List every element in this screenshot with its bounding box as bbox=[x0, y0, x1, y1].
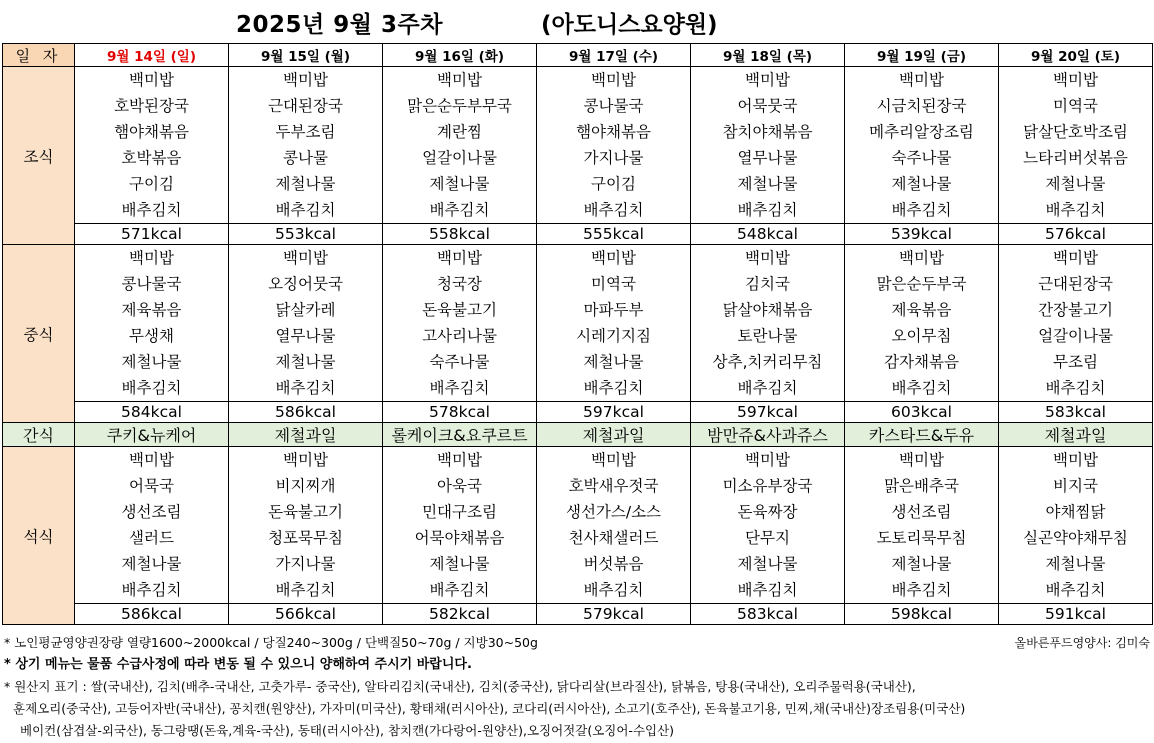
dish-item: 비지찌개 bbox=[275, 477, 336, 495]
dish-item: 김치국 bbox=[745, 275, 790, 293]
dish-item: 생선가스/소스 bbox=[565, 503, 662, 521]
dish-item: 닭살단호박조림 bbox=[1023, 123, 1128, 141]
dish-item: 백미밥 bbox=[437, 71, 482, 89]
dinner-day-2-cell bbox=[229, 447, 383, 604]
breakfast-day-4-cell bbox=[537, 67, 691, 224]
dish-item: 열무나물 bbox=[275, 327, 336, 345]
dish-item: 실곤약야채무침 bbox=[1023, 529, 1128, 547]
dish-item: 백미밥 bbox=[283, 249, 328, 267]
dish-item: 제철나물 bbox=[121, 555, 182, 573]
dish-item: 호박볶음 bbox=[121, 149, 182, 167]
dish-item: 백미밥 bbox=[745, 71, 790, 89]
dish-item: 호박새우젓국 bbox=[568, 477, 659, 495]
dish-item: 토란나물 bbox=[737, 327, 798, 345]
dish-item: 오이무침 bbox=[891, 327, 952, 345]
notes-section bbox=[4, 632, 1154, 742]
dish-item: 백미밥 bbox=[591, 249, 636, 267]
dish-item: 제철나물 bbox=[429, 555, 490, 573]
dish-item: 비지국 bbox=[1053, 477, 1098, 495]
dish-item: 도토리묵무침 bbox=[876, 529, 967, 547]
dish-item: 제철나물 bbox=[583, 353, 644, 371]
dish-item: 배추김치 bbox=[1045, 379, 1106, 397]
snack-label: 간식 bbox=[3, 423, 75, 447]
lunch-kcal-day-3: 578kcal bbox=[383, 402, 537, 423]
dish-item: 백미밥 bbox=[437, 249, 482, 267]
dish-item: 배추김치 bbox=[121, 581, 182, 599]
lunch-label: 중식 bbox=[3, 245, 75, 423]
lunch-day-5-cell bbox=[691, 245, 845, 402]
change-notice: * 상기 메뉴는 물품 수급사정에 따라 변동 될 수 있으니 양해하여 주시기 바랍니다. bbox=[4, 657, 472, 672]
lunch-kcal-row bbox=[3, 402, 1153, 423]
dish-item: 배추김치 bbox=[583, 379, 644, 397]
dish-item: 단무지 bbox=[745, 529, 790, 547]
dish-item: 백미밥 bbox=[745, 451, 790, 469]
dish-item: 상추,치커리무침 bbox=[712, 353, 823, 371]
dish-item: 느타리버섯볶음 bbox=[1023, 149, 1128, 167]
dish-item: 미역국 bbox=[591, 275, 636, 293]
dish-item: 배추김치 bbox=[583, 581, 644, 599]
breakfast-day-5-cell bbox=[691, 67, 845, 224]
dish-item: 백미밥 bbox=[1053, 71, 1098, 89]
dinner-kcal-day-7: 591kcal bbox=[999, 604, 1153, 625]
dish-item: 배추김치 bbox=[737, 581, 798, 599]
day-header-2: 9월 15일 (월) bbox=[229, 44, 383, 67]
dish-item: 제철나물 bbox=[275, 175, 336, 193]
dish-item: 닭살카레 bbox=[275, 301, 336, 319]
dish-item: 햄야채볶음 bbox=[576, 123, 651, 141]
day-header-3: 9월 16일 (화) bbox=[383, 44, 537, 67]
dish-item: 숙주나물 bbox=[891, 149, 952, 167]
dish-item: 배추김치 bbox=[121, 201, 182, 219]
nutrition-note: * 노인평균영양권장량 열량1600~2000kcal / 당질240~300g / 단백질50~70g / 지방30~50g bbox=[4, 635, 538, 650]
snack-day-7: 제철과일 bbox=[999, 423, 1153, 447]
dish-item: 제철나물 bbox=[891, 555, 952, 573]
dish-item: 근대된장국 bbox=[268, 97, 343, 115]
dinner-label: 석식 bbox=[3, 447, 75, 625]
dish-item: 청포묵무침 bbox=[268, 529, 343, 547]
dish-item: 제철나물 bbox=[121, 353, 182, 371]
dish-item: 배추김치 bbox=[737, 379, 798, 397]
breakfast-day-6-cell bbox=[845, 67, 999, 224]
dish-item: 민대구조림 bbox=[422, 503, 497, 521]
dinner-day-3-cell bbox=[383, 447, 537, 604]
date-label-cell: 일 자 bbox=[3, 44, 75, 67]
dish-item: 맑은순두부국 bbox=[876, 275, 967, 293]
dish-item: 열무나물 bbox=[737, 149, 798, 167]
lunch-kcal-day-2: 586kcal bbox=[229, 402, 383, 423]
dish-item: 시금치된장국 bbox=[876, 97, 967, 115]
dinner-day-4-cell bbox=[537, 447, 691, 604]
origin-note-2: 훈제오리(중국산), 고등어자반(국내산), 꽁치캔(원양산), 가자미(미국산), 황태채(러시아산), 코다리(러시아산), 소고기(호주산), 돈육불고기용, 민찌,채(국내산)장조림용(미국산) bbox=[13, 701, 966, 716]
snack-day-4: 제철과일 bbox=[537, 423, 691, 447]
dinner-row bbox=[3, 447, 1153, 604]
dinner-kcal-day-3: 582kcal bbox=[383, 604, 537, 625]
dish-item: 백미밥 bbox=[591, 71, 636, 89]
breakfast-day-2-cell bbox=[229, 67, 383, 224]
dish-item: 어묵야채볶음 bbox=[414, 529, 505, 547]
day-header-4: 9월 17일 (수) bbox=[537, 44, 691, 67]
dish-item: 맑은배추국 bbox=[884, 477, 959, 495]
dish-item: 가지나물 bbox=[275, 555, 336, 573]
dish-item: 제철나물 bbox=[275, 353, 336, 371]
lunch-kcal-day-6: 603kcal bbox=[845, 402, 999, 423]
dish-item: 돈육불고기 bbox=[268, 503, 343, 521]
dish-item: 제육볶음 bbox=[891, 301, 952, 319]
dish-item: 제철나물 bbox=[891, 175, 952, 193]
dish-item: 고사리나물 bbox=[422, 327, 497, 345]
lunch-day-3-cell bbox=[383, 245, 537, 402]
dish-item: 배추김치 bbox=[429, 201, 490, 219]
dish-item: 백미밥 bbox=[283, 71, 328, 89]
dish-item: 배추김치 bbox=[891, 201, 952, 219]
snack-day-5: 밤만쥬&사과쥬스 bbox=[691, 423, 845, 447]
dish-item: 야채찜닭 bbox=[1045, 503, 1106, 521]
day-header-5: 9월 18일 (목) bbox=[691, 44, 845, 67]
dish-item: 백미밥 bbox=[129, 249, 174, 267]
week-title: 2025년 9월 3주차 bbox=[236, 12, 443, 38]
breakfast-day-1-cell bbox=[75, 67, 229, 224]
day-header-1: 9월 14일 (일) bbox=[75, 44, 229, 67]
dish-item: 근대된장국 bbox=[1038, 275, 1113, 293]
dish-item: 샐러드 bbox=[129, 529, 174, 547]
snack-day-1: 쿠키&뉴케어 bbox=[75, 423, 229, 447]
dinner-kcal-day-4: 579kcal bbox=[537, 604, 691, 625]
dish-item: 어묵국 bbox=[129, 477, 174, 495]
dish-item: 백미밥 bbox=[899, 71, 944, 89]
dish-item: 배추김치 bbox=[275, 379, 336, 397]
dish-item: 백미밥 bbox=[283, 451, 328, 469]
dish-item: 오징어뭇국 bbox=[268, 275, 343, 293]
dish-item: 감자채볶음 bbox=[884, 353, 959, 371]
dish-item: 배추김치 bbox=[1045, 581, 1106, 599]
dinner-kcal-day-1: 586kcal bbox=[75, 604, 229, 625]
dinner-kcal-day-5: 583kcal bbox=[691, 604, 845, 625]
dish-item: 닭살야채볶음 bbox=[722, 301, 813, 319]
dish-item: 백미밥 bbox=[899, 451, 944, 469]
dish-item: 아욱국 bbox=[437, 477, 482, 495]
dish-item: 배추김치 bbox=[891, 581, 952, 599]
dish-item: 무조림 bbox=[1053, 353, 1098, 371]
dinner-kcal-row bbox=[3, 604, 1153, 625]
breakfast-kcal-day-4: 555kcal bbox=[537, 224, 691, 245]
breakfast-kcal-day-1: 571kcal bbox=[75, 224, 229, 245]
dinner-kcal-day-6: 598kcal bbox=[845, 604, 999, 625]
breakfast-kcal-day-5: 548kcal bbox=[691, 224, 845, 245]
lunch-row bbox=[3, 245, 1153, 402]
lunch-kcal-day-5: 597kcal bbox=[691, 402, 845, 423]
dish-item: 배추김치 bbox=[1045, 201, 1106, 219]
dish-item: 제철나물 bbox=[737, 555, 798, 573]
lunch-kcal-day-4: 597kcal bbox=[537, 402, 691, 423]
dinner-kcal-day-2: 566kcal bbox=[229, 604, 383, 625]
dietitian-signature: 올바른푸드영양사: 김미숙 bbox=[1014, 636, 1150, 650]
dish-item: 돈육불고기 bbox=[422, 301, 497, 319]
dish-item: 돈육짜장 bbox=[737, 503, 798, 521]
dish-item: 천사채샐러드 bbox=[568, 529, 659, 547]
day-header-7: 9월 20일 (토) bbox=[999, 44, 1153, 67]
dish-item: 백미밥 bbox=[899, 249, 944, 267]
dish-item: 배추김치 bbox=[429, 581, 490, 599]
dish-item: 콩나물 bbox=[283, 149, 328, 167]
dish-item: 간장불고기 bbox=[1038, 301, 1113, 319]
dinner-day-5-cell bbox=[691, 447, 845, 604]
lunch-day-1-cell bbox=[75, 245, 229, 402]
dish-item: 숙주나물 bbox=[429, 353, 490, 371]
dish-item: 제철나물 bbox=[737, 175, 798, 193]
dinner-day-7-cell bbox=[999, 447, 1153, 604]
dish-item: 백미밥 bbox=[437, 451, 482, 469]
breakfast-kcal-day-7: 576kcal bbox=[999, 224, 1153, 245]
dish-item: 백미밥 bbox=[591, 451, 636, 469]
facility-name: (아도니스요양원) bbox=[541, 12, 718, 38]
dish-item: 가지나물 bbox=[583, 149, 644, 167]
dish-item: 시레기지짐 bbox=[576, 327, 651, 345]
breakfast-day-7-cell bbox=[999, 67, 1153, 224]
dish-item: 버섯볶음 bbox=[583, 555, 644, 573]
dish-item: 배추김치 bbox=[275, 201, 336, 219]
breakfast-kcal-row bbox=[3, 224, 1153, 245]
dish-item: 두부조림 bbox=[275, 123, 336, 141]
dish-item: 백미밥 bbox=[1053, 249, 1098, 267]
dish-item: 구이김 bbox=[129, 175, 174, 193]
dish-item: 어묵뭇국 bbox=[737, 97, 798, 115]
breakfast-kcal-day-3: 558kcal bbox=[383, 224, 537, 245]
lunch-day-4-cell bbox=[537, 245, 691, 402]
breakfast-day-3-cell bbox=[383, 67, 537, 224]
dish-item: 무생채 bbox=[129, 327, 174, 345]
lunch-kcal-day-7: 583kcal bbox=[999, 402, 1153, 423]
snack-day-6: 카스타드&두유 bbox=[845, 423, 999, 447]
lunch-day-2-cell bbox=[229, 245, 383, 402]
dish-item: 제철나물 bbox=[429, 175, 490, 193]
dish-item: 백미밥 bbox=[129, 71, 174, 89]
snack-day-2: 제철과일 bbox=[229, 423, 383, 447]
breakfast-kcal-day-6: 539kcal bbox=[845, 224, 999, 245]
day-header-6: 9월 19일 (금) bbox=[845, 44, 999, 67]
dish-item: 얼갈이나물 bbox=[1038, 327, 1113, 345]
dish-item: 미역국 bbox=[1053, 97, 1098, 115]
dish-item: 호박된장국 bbox=[114, 97, 189, 115]
lunch-day-7-cell bbox=[999, 245, 1153, 402]
lunch-day-6-cell bbox=[845, 245, 999, 402]
dish-item: 배추김치 bbox=[583, 201, 644, 219]
dish-item: 백미밥 bbox=[129, 451, 174, 469]
breakfast-row bbox=[3, 67, 1153, 224]
snack-day-3: 롤케이크&요쿠르트 bbox=[383, 423, 537, 447]
origin-note-1: * 원산지 표기 : 쌀(국내산), 김치(배추-국내산, 고춧가루- 중국산), 알타리김치(국내산), 김치(중국산), 닭다리살(브라질산), 닭볶음, 탕용(국내산), 오리주물럭용(국내산), bbox=[4, 679, 916, 694]
dish-item: 배추김치 bbox=[275, 581, 336, 599]
dish-item: 제육볶음 bbox=[121, 301, 182, 319]
dish-item: 참치야채볶음 bbox=[722, 123, 813, 141]
dish-item: 콩나물국 bbox=[121, 275, 182, 293]
lunch-kcal-day-1: 584kcal bbox=[75, 402, 229, 423]
dish-item: 계란찜 bbox=[437, 123, 482, 141]
dish-item: 미소유부장국 bbox=[722, 477, 813, 495]
breakfast-kcal-day-2: 553kcal bbox=[229, 224, 383, 245]
dinner-day-6-cell bbox=[845, 447, 999, 604]
dish-item: 백미밥 bbox=[745, 249, 790, 267]
dish-item: 배추김치 bbox=[737, 201, 798, 219]
origin-note-3: 베이컨(삼겹살-외국산), 동그랑땡(돈육,계육-국산), 동태(러시아산), 참치캔(가다랑어-원양산),오징어젓갈(오징어-수입산) bbox=[20, 723, 675, 738]
dish-item: 콩나물국 bbox=[583, 97, 644, 115]
dish-item: 맑은순두부무국 bbox=[407, 97, 512, 115]
dish-item: 배추김치 bbox=[429, 379, 490, 397]
dish-item: 백미밥 bbox=[1053, 451, 1098, 469]
dish-item: 메추리알장조림 bbox=[869, 123, 974, 141]
header-row bbox=[3, 44, 1153, 67]
dish-item: 마파두부 bbox=[583, 301, 644, 319]
dish-item: 생선조림 bbox=[891, 503, 952, 521]
dinner-day-1-cell bbox=[75, 447, 229, 604]
dish-item: 생선조림 bbox=[121, 503, 182, 521]
dish-item: 청국장 bbox=[437, 275, 482, 293]
dish-item: 구이김 bbox=[591, 175, 636, 193]
snack-row bbox=[3, 423, 1153, 447]
dish-item: 제철나물 bbox=[1045, 555, 1106, 573]
dish-item: 얼갈이나물 bbox=[422, 149, 497, 167]
menu-title bbox=[0, 6, 1000, 40]
dish-item: 배추김치 bbox=[891, 379, 952, 397]
dish-item: 햄야채볶음 bbox=[114, 123, 189, 141]
dish-item: 제철나물 bbox=[1045, 175, 1106, 193]
weekly-menu-table bbox=[2, 43, 1153, 625]
dish-item: 배추김치 bbox=[121, 379, 182, 397]
breakfast-label: 조식 bbox=[3, 67, 75, 245]
